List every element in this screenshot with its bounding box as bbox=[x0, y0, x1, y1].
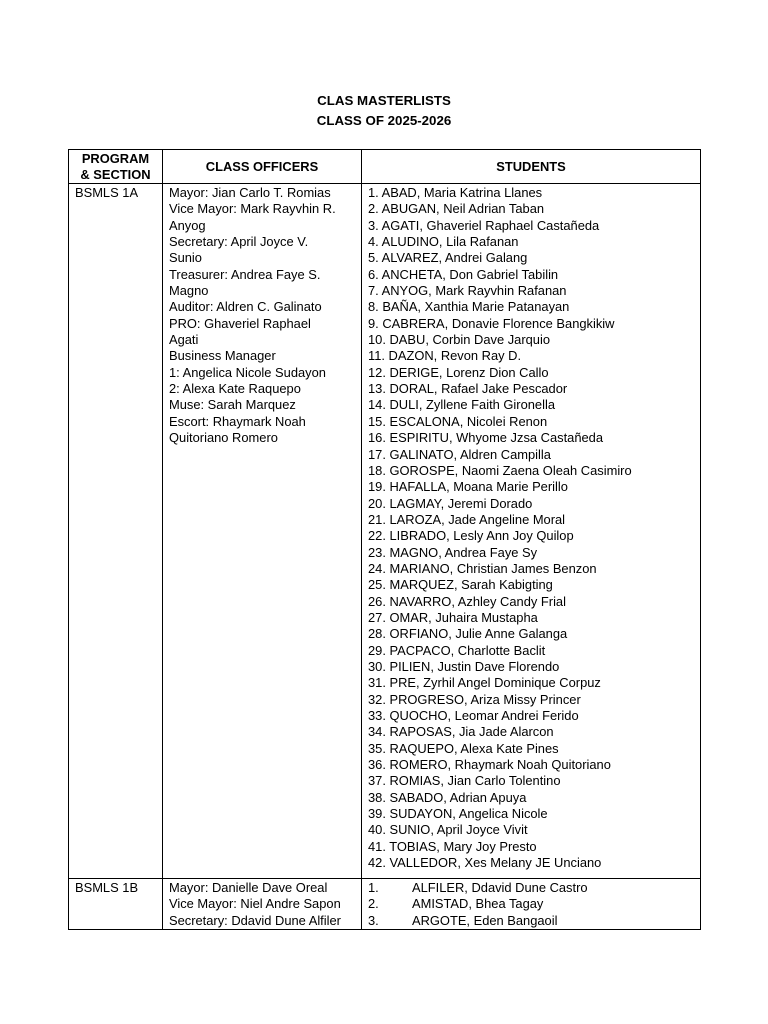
officer-line: Treasurer: Andrea Faye S. bbox=[169, 266, 321, 282]
student-entry: 7. ANYOG, Mark Rayvhin Rafanan bbox=[368, 283, 567, 299]
table-row bbox=[69, 879, 701, 930]
student-entry: 30. PILIEN, Justin Dave Florendo bbox=[368, 658, 560, 674]
student-entry: 5. ALVAREZ, Andrei Galang bbox=[368, 250, 528, 266]
program-cell bbox=[69, 879, 163, 930]
student-entry: 1. ABAD, Maria Katrina Llanes bbox=[368, 185, 543, 200]
officer-line: Escort: Rhaymark Noah bbox=[169, 413, 306, 429]
student-entry: 39. SUDAYON, Angelica Nicole bbox=[368, 806, 548, 822]
student-entry: 4. ALUDINO, Lila Rafanan bbox=[368, 234, 519, 250]
student-entry: 15. ESCALONA, Nicolei Renon bbox=[368, 413, 548, 429]
officers-cell bbox=[163, 879, 362, 930]
officer-line: Vice Mayor: Mark Rayvhin R. bbox=[169, 201, 336, 217]
program-cell bbox=[69, 184, 163, 879]
student-entry: 42. VALLEDOR, Xes Melany JE Unciano bbox=[368, 855, 602, 871]
student-entry: 38. SABADO, Adrian Apuya bbox=[368, 789, 527, 805]
student-entry: 25. MARQUEZ, Sarah Kabigting bbox=[368, 577, 553, 593]
student-entry: 29. PACPACO, Charlotte Baclit bbox=[368, 642, 546, 658]
student-entry: 23. MAGNO, Andrea Faye Sy bbox=[368, 544, 538, 560]
officer-line: Sunio bbox=[169, 250, 202, 266]
student-entry: 21. LAROZA, Jade Angeline Moral bbox=[368, 511, 566, 527]
student-entry: 37. ROMIAS, Jian Carlo Tolentino bbox=[368, 773, 561, 789]
student-entry: 26. NAVARRO, Azhley Candy Frial bbox=[368, 593, 566, 609]
program-label: BSMLS 1B bbox=[75, 880, 139, 895]
student-entry: 13. DORAL, Rafael Jake Pescador bbox=[368, 381, 568, 397]
document-subtitle: CLASS OF 2025-2026 bbox=[316, 113, 452, 128]
header-program-section bbox=[69, 150, 163, 184]
student-entry: 12. DERIGE, Lorenz Dion Callo bbox=[368, 364, 549, 380]
student-entry: 24. MARIANO, Christian James Benzon bbox=[368, 560, 597, 576]
officer-line: PRO: Ghaveriel Raphael bbox=[169, 315, 311, 331]
officers-cell bbox=[163, 184, 362, 879]
student-entry: 36. ROMERO, Rhaymark Noah Quitoriano bbox=[368, 757, 611, 773]
student-entry: 22. LIBRADO, Lesly Ann Joy Quilop bbox=[368, 528, 574, 544]
student-entry: 9. CABRERA, Donavie Florence Bangkikiw bbox=[368, 315, 615, 331]
table-row bbox=[69, 184, 701, 879]
student-entry: 31. PRE, Zyrhil Angel Dominique Corpuz bbox=[368, 675, 601, 691]
student-entry: 16. ESPIRITU, Whyome Jzsa Castañeda bbox=[368, 430, 603, 446]
student-entry: 32. PROGRESO, Ariza Missy Princer bbox=[368, 691, 581, 707]
student-entry: 28. ORFIANO, Julie Anne Galanga bbox=[368, 626, 568, 642]
header-students: STUDENTS bbox=[362, 150, 701, 184]
officer-line: Agati bbox=[169, 332, 199, 348]
masterlist-table bbox=[68, 149, 701, 930]
officer-line: Magno bbox=[169, 283, 209, 299]
student-entry: 20. LAGMAY, Jeremi Dorado bbox=[368, 495, 533, 511]
document-title: CLAS MASTERLISTS bbox=[317, 93, 451, 108]
student-name: ARGOTE, Eden Bangaoil bbox=[412, 912, 558, 928]
student-name: ALFILER, Ddavid Dune Castro bbox=[412, 880, 588, 895]
officer-line: Secretary: April Joyce V. bbox=[169, 234, 309, 250]
student-entry bbox=[368, 880, 695, 896]
student-entry: 8. BAÑA, Xanthia Marie Patanayan bbox=[368, 299, 570, 315]
officer-line: Auditor: Aldren C. Galinato bbox=[169, 299, 322, 315]
students-cell bbox=[362, 879, 701, 930]
student-number: 2. bbox=[368, 896, 379, 912]
student-entry: 17. GALINATO, Aldren Campilla bbox=[368, 446, 551, 462]
student-entry: 35. RAQUEPO, Alexa Kate Pines bbox=[368, 740, 559, 756]
student-entry: 40. SUNIO, April Joyce Vivit bbox=[368, 822, 528, 838]
student-entry: 6. ANCHETA, Don Gabriel Tabilin bbox=[368, 266, 559, 282]
student-entry: 18. GOROSPE, Naomi Zaena Oleah Casimiro bbox=[368, 462, 632, 478]
student-entry bbox=[368, 913, 695, 929]
student-entry: 14. DULI, Zyllene Faith Gironella bbox=[368, 397, 555, 413]
student-entry: 10. DABU, Corbin Dave Jarquio bbox=[368, 332, 550, 348]
students-cell bbox=[362, 184, 701, 879]
program-label: BSMLS 1A bbox=[75, 185, 139, 200]
officer-line: Vice Mayor: Niel Andre Sapon bbox=[169, 896, 341, 912]
student-entry: 33. QUOCHO, Leomar Andrei Ferido bbox=[368, 708, 579, 723]
officer-line: 2: Alexa Kate Raquepo bbox=[169, 381, 301, 397]
officer-line: Secretary: Ddavid Dune Alfiler bbox=[169, 912, 341, 928]
student-number: 3. bbox=[368, 912, 379, 928]
header-program-line2: & SECTION bbox=[80, 166, 151, 182]
student-name: AMISTAD, Bhea Tagay bbox=[412, 896, 544, 912]
student-entry: 34. RAPOSAS, Jia Jade Alarcon bbox=[368, 724, 554, 740]
officer-line: Mayor: Jian Carlo T. Romias bbox=[169, 185, 331, 200]
student-entry: 41. TOBIAS, Mary Joy Presto bbox=[368, 838, 537, 854]
student-entry: 27. OMAR, Juhaira Mustapha bbox=[368, 609, 538, 625]
officer-line: Business Manager bbox=[169, 348, 276, 364]
student-number: 1. bbox=[368, 880, 379, 895]
officer-line: Mayor: Danielle Dave Oreal bbox=[169, 880, 328, 895]
student-entry: 19. HAFALLA, Moana Marie Perillo bbox=[368, 479, 568, 495]
student-entry: 3. AGATI, Ghaveriel Raphael Castañeda bbox=[368, 217, 600, 233]
officer-line: Anyog bbox=[169, 217, 206, 233]
student-entry: 2. ABUGAN, Neil Adrian Taban bbox=[368, 201, 545, 217]
student-entry bbox=[368, 896, 695, 912]
header-class-officers: CLASS OFFICERS bbox=[163, 150, 362, 184]
header-program-line1: PROGRAM bbox=[81, 150, 150, 166]
student-entry: 11. DAZON, Revon Ray D. bbox=[368, 348, 522, 364]
officer-line: Muse: Sarah Marquez bbox=[169, 397, 296, 413]
officer-line: Quitoriano Romero bbox=[169, 430, 278, 446]
table-header-row bbox=[69, 150, 701, 184]
officer-line: 1: Angelica Nicole Sudayon bbox=[169, 364, 326, 380]
